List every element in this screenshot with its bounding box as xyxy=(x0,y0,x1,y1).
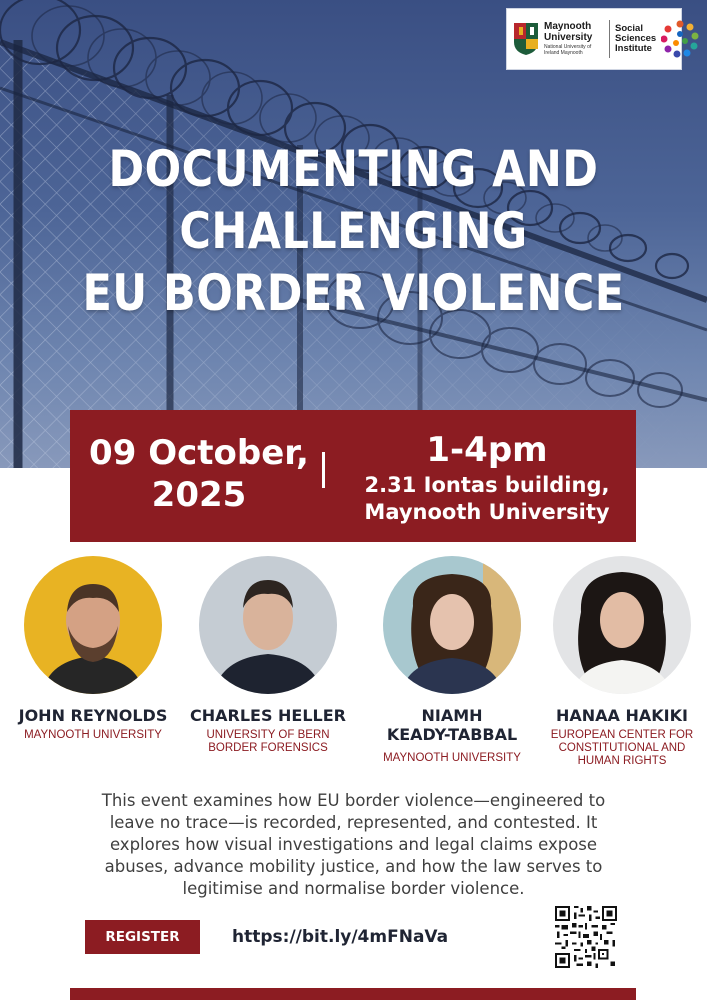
footer-bar xyxy=(70,988,636,1000)
event-time-venue xyxy=(342,428,632,526)
dots-circle-icon xyxy=(661,20,699,58)
university-name: Maynooth University xyxy=(544,21,593,43)
description-line: leave no trace—is recorded, represented, and contested. It xyxy=(109,813,598,832)
date-line: 09 October, xyxy=(89,433,309,473)
speaker-photo xyxy=(553,556,691,694)
speaker-photo xyxy=(199,556,337,694)
description-line: abuses, advance mobility justice, and how the law serves to xyxy=(104,857,603,876)
speaker-name-line: JOHN REYNOLDS xyxy=(18,706,168,725)
description-line: This event examines how EU border violence—engineered to xyxy=(101,791,606,810)
description-line: explores how visual investigations and legal claims expose xyxy=(109,835,598,854)
qr-code-icon[interactable] xyxy=(555,906,617,968)
title-line: EU BORDER VIOLENCE xyxy=(82,264,625,322)
affiliation-line: MAYNOOTH UNIVERSITY xyxy=(383,752,521,764)
affiliation-line: BORDER FORENSICS xyxy=(208,742,328,754)
affiliation-line: HUMAN RIGHTS xyxy=(577,755,667,767)
speaker-name xyxy=(362,706,542,744)
date-line: 2025 xyxy=(151,475,247,515)
event-time: 1-4pm xyxy=(426,430,548,470)
date-separator xyxy=(322,452,325,488)
title-line: CHALLENGING xyxy=(179,202,528,260)
register-button[interactable]: REGISTER xyxy=(85,920,200,954)
speaker-photo xyxy=(24,556,162,694)
university-subtitle: National University of Ireland Maynooth xyxy=(544,44,592,56)
avatar xyxy=(383,556,521,694)
speaker-affiliation xyxy=(362,752,542,765)
event-description xyxy=(70,790,637,900)
speaker-affiliation xyxy=(532,729,707,768)
speaker-name-line: CHARLES HELLER xyxy=(189,706,346,725)
university-name-block xyxy=(544,22,604,56)
speaker-card xyxy=(362,556,542,765)
speaker-name-line: KEADY-TABBAL xyxy=(386,725,518,744)
venue-line: 2.31 Iontas building, xyxy=(364,473,610,497)
speaker-affiliation xyxy=(178,729,358,755)
affiliation-line: EUROPEAN CENTER FOR xyxy=(550,729,694,741)
avatar xyxy=(24,556,162,694)
venue-line: Maynooth University xyxy=(364,500,610,524)
speaker-name xyxy=(178,706,358,725)
event-date xyxy=(84,432,314,516)
university-crest-icon xyxy=(513,22,539,56)
event-title xyxy=(49,138,657,324)
event-info-bar xyxy=(70,410,636,542)
description-line: legitimise and normalise border violence. xyxy=(182,879,525,898)
institute-name: Social Sciences Institute xyxy=(615,23,657,54)
title-line: DOCUMENTING AND xyxy=(108,140,599,198)
affiliation-line: UNIVERSITY OF BERN xyxy=(206,729,330,741)
speaker-card xyxy=(3,556,183,742)
speaker-affiliation xyxy=(3,729,183,742)
speaker-photo xyxy=(383,556,521,694)
hero-banner xyxy=(0,0,707,468)
logo-box xyxy=(506,8,682,70)
speaker-card xyxy=(178,556,358,755)
speaker-name-line: HANAA HAKIKI xyxy=(556,706,688,725)
speaker-card xyxy=(532,556,707,768)
logo-divider xyxy=(609,20,610,58)
speaker-name-line: NIAMH xyxy=(421,706,483,725)
avatar xyxy=(199,556,337,694)
registration-link[interactable]: https://bit.ly/4mFNaVa xyxy=(232,927,449,947)
affiliation-line: CONSTITUTIONAL AND xyxy=(558,742,686,754)
avatar xyxy=(553,556,691,694)
speaker-name xyxy=(532,706,707,725)
affiliation-line: MAYNOOTH UNIVERSITY xyxy=(24,729,162,741)
speaker-name xyxy=(3,706,183,725)
